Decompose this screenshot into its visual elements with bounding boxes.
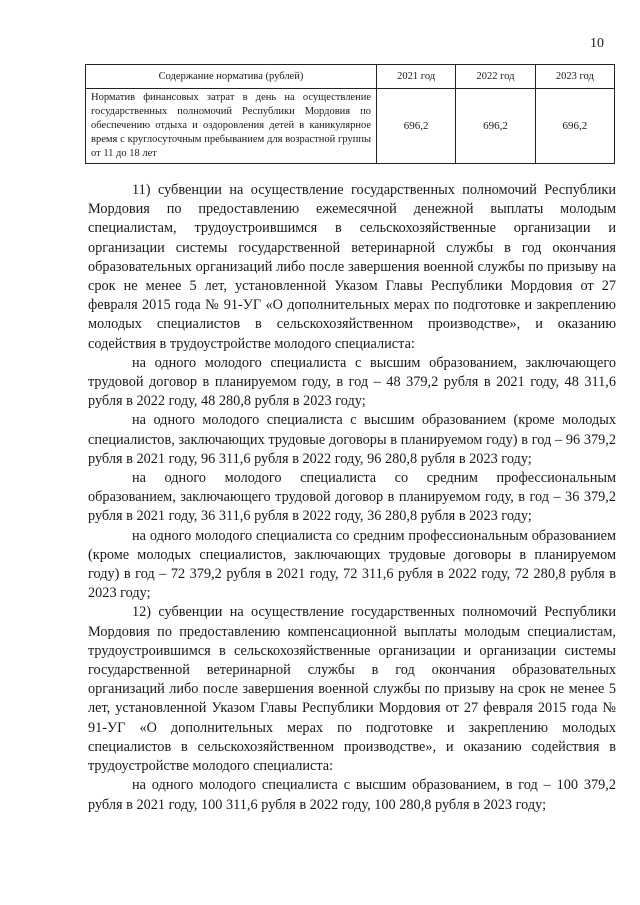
paragraph: на одного молодого специалиста со средним профессиональным образованием (кроме молодых специалистов, заключающих трудовые договоры в планируемом году) в год – 72 379,2 рубля в 2021 году, 72 311,6 рубля в 2022 году, 72 280,8 рубля в 2023 году; — [88, 527, 616, 602]
norm-table — [85, 64, 615, 164]
header-2022: 2022 год — [456, 65, 535, 89]
paragraph: на одного молодого специалиста с высшим образованием (кроме молодых специалистов, заключающих трудовые договоры в планируемом году) в год – 96 379,2 рубля в 2021 году, 96 311,6 рубля в 2022 году, 96 280,8 рубля в 2023 году; — [88, 412, 616, 467]
paragraph: на одного молодого специалиста с высшим образованием, заключающего трудовой договор в планируемом году, в год – 48 379,2 рубля в 2021 году, 48 311,6 рубля в 2022 году, 48 280,8 рубля в 2023 году; — [88, 354, 616, 410]
paragraph: на одного молодого специалиста с высшим образованием, в год – 100 379,2 рубля в 2021 году, 100 311,6 рубля в 2022 году, 100 280,8 рубля в 2023 году; — [88, 777, 616, 813]
norm-description: Норматив финансовых затрат в день на осуществление государственных полномочий Республики Мордовия по обеспечению отдыха и оздоровления детей в каникулярное время с круглосуточным пребыванием для возрастной группы от 11 до 18 лет — [86, 89, 377, 164]
table-row — [86, 89, 615, 164]
header-description: Содержание норматива (рублей) — [86, 65, 377, 89]
paragraph-item-12: 12) субвенции на осуществление государственных полномочий Республики Мордовия по предоставлению компенсационной выплаты молодым специалистам, трудоустроившимся в сельскохозяйственные организации и организации системы государственной ветеринарной службы в год окончания образовательных организаций либо после завершения военной службы по призыву на срок не менее 5 лет, установленной Указом Главы Республики Мордовия от 27 февраля 2015 года № 91-УГ «О дополнительных мерах по подготовке и закреплению молодых специалистов в сельскохозяйственном производстве», и оказанию содействия в трудоустройстве молодого специалиста: — [88, 604, 616, 775]
value-2023: 696,2 — [535, 89, 614, 164]
paragraph-item-11: 11) субвенции на осуществление государственных полномочий Республики Мордовия по предоставлению ежемесячной денежной выплаты молодым специалистам, трудоустроившимся в сельскохозяйственные организации и организации системы государственной ветеринарной службы в год окончания образовательных организаций либо после завершения военной службы по призыву на срок не менее 5 лет, установленной Указом Главы Республики Мордовия от 27 февраля 2015 года № 91-УГ «О дополнительных мерах по подготовке и закреплению молодых специалистов в сельскохозяйственном производстве», и оказанию содействия в трудоустройстве молодого специалиста: — [88, 182, 616, 352]
header-2021: 2021 год — [377, 65, 456, 89]
paragraph: на одного молодого специалиста со средним профессиональным образованием, заключающего трудовой договор в планируемом году, в год – 36 379,2 рубля в 2021 году, 36 311,6 рубля в 2022 году, 36 280,8 рубля в 2023 году; — [88, 470, 616, 525]
header-2023: 2023 год — [535, 65, 614, 89]
table-header-row — [86, 65, 615, 89]
value-2022: 696,2 — [456, 89, 535, 164]
body-text — [88, 181, 616, 815]
page-number: 10 — [590, 36, 604, 51]
value-2021: 696,2 — [377, 89, 456, 164]
